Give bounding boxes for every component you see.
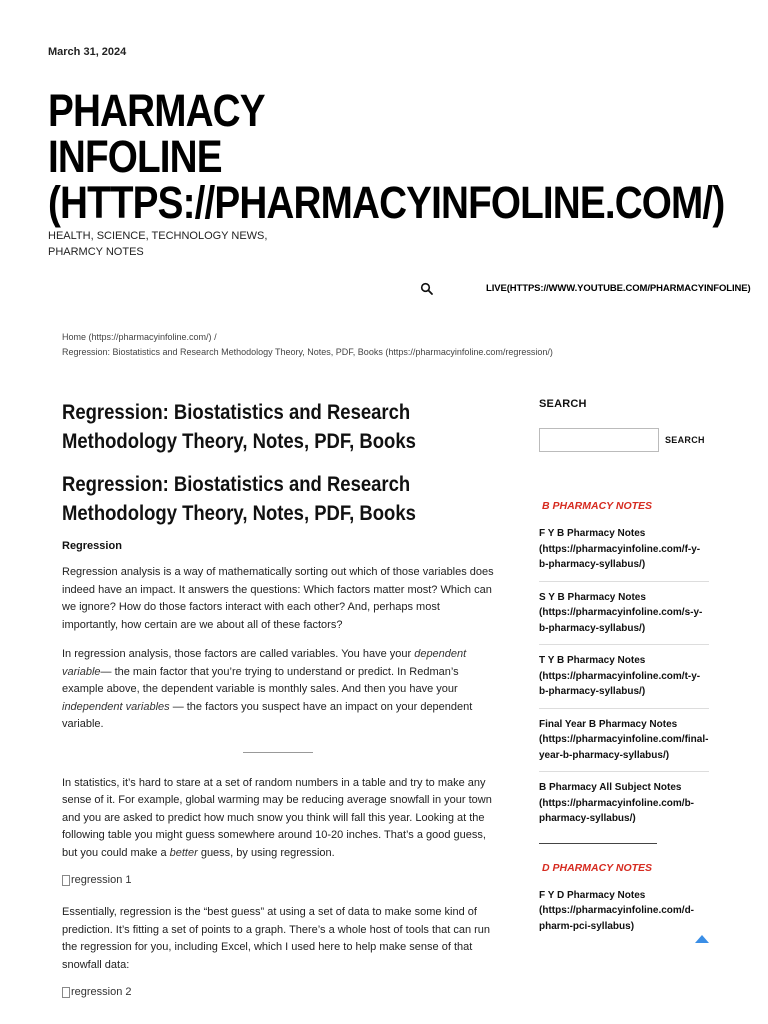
list-item — [539, 888, 709, 943]
tagline-line: PHARMCY NOTES — [48, 246, 144, 258]
article — [62, 398, 494, 1016]
paragraph-text: In regression analysis, those factors are called variables. You have your — [62, 648, 415, 660]
bpharmacy-widget-title: B PHARMACY NOTES — [542, 500, 653, 512]
notes-link[interactable]: T Y B Pharmacy Notes (https://pharmacyinfoline.com/t-y-b-pharmacy-syllabus/) — [539, 655, 701, 697]
notes-link[interactable]: S Y B Pharmacy Notes (https://pharmacyinfoline.com/s-y-b-pharmacy-syllabus/) — [539, 591, 703, 634]
notes-link[interactable]: Final Year B Pharmacy Notes (https://pharmacyinfoline.com/final-year-b-pharmacy-syllabus/) — [539, 718, 709, 761]
breadcrumb-home-link[interactable]: Home (https://pharmacyinfoline.com/) — [62, 332, 212, 342]
paragraph-text: In statistics, it’s hard to stare at a set of random numbers in a table and try to make any sense of it. For example, global warming may be reducing average snowfall in your town and you are asked to predict how much snow you think will fall this year. Looking at the following table you might guess somewhere around 10-20 inches. That’s a good guess, but you could make a — [62, 776, 492, 859]
site-title-line: PHARMACY — [48, 85, 265, 136]
section-heading: Regression — [62, 540, 122, 552]
breadcrumb-separator: / — [214, 332, 217, 342]
broken-image-icon — [62, 875, 70, 886]
paragraph-text: guess, by using regression. — [197, 846, 335, 859]
site-title-line: (HTTPS://PHARMACYINFOLINE.COM/) — [48, 177, 725, 228]
search-icon[interactable] — [420, 282, 434, 296]
paragraph-text: — the factors you suspect have an impact on your dependent variable. — [62, 700, 473, 730]
emphasis-text: dependent variable — [62, 648, 467, 678]
emphasis-text: independent variables — [62, 700, 170, 713]
emphasis-text: better — [169, 846, 198, 859]
list-item — [539, 526, 709, 582]
search-widget-title: SEARCH — [539, 398, 587, 410]
broken-image-icon — [62, 987, 70, 998]
notes-link[interactable]: B Pharmacy All Subject Notes (https://pharmacyinfoline.com/b-pharmacy-syllabus/) — [539, 782, 695, 824]
paragraph: Regression analysis is a way of mathematically sorting out which of those variables does indeed have an impact. It answers the questions: Which factors matter most? Which can we ignore? How do those factors interact with each other? And, perhaps most importantly, how certain are we about all of these factors? — [62, 566, 494, 631]
list-item — [539, 717, 709, 773]
sidebar — [539, 398, 709, 950]
notes-link[interactable]: F Y B Pharmacy Notes (https://pharmacyinfoline.com/f-y-b-pharmacy-syllabus/) — [539, 528, 701, 570]
paragraph: Essentially, regression is the “best guess” at using a set of data to make some kind of prediction. It’s fitting a set of points to a graph. There’s a whole host of tools that can run the regression for you, including Excel, which I used here to help make sense of that snowfall data: — [62, 906, 491, 971]
search-form — [539, 428, 709, 452]
site-title-line: INFOLINE — [48, 131, 222, 182]
divider — [243, 752, 313, 753]
notes-link[interactable]: F Y D Pharmacy Notes (https://pharmacyinfoline.com/d-pharm-pci-syllabus) — [539, 889, 695, 932]
breadcrumb — [62, 330, 702, 360]
broken-image — [62, 986, 494, 998]
site-tagline — [48, 228, 278, 260]
breadcrumb-current: Regression: Biostatistics and Research Methodology Theory, Notes, PDF, Books (https://pharmacyinfoline.com/regression/) — [62, 347, 553, 357]
search-button[interactable]: SEARCH — [665, 435, 705, 445]
image-alt-text: regression 2 — [71, 986, 132, 998]
post-date: March 31, 2024 — [48, 46, 127, 58]
tagline-line: HEALTH, SCIENCE, TECHNOLOGY NEWS, — [48, 230, 268, 242]
bpharmacy-notes-list — [539, 526, 709, 835]
list-item — [539, 653, 709, 709]
caret-up-icon[interactable] — [693, 933, 711, 945]
article-title: Regression: Biostatistics and Research Methodology Theory, Notes, PDF, Books — [62, 401, 416, 453]
divider — [539, 843, 657, 844]
list-item — [539, 780, 709, 835]
article-subtitle: Regression: Biostatistics and Research Methodology Theory, Notes, PDF, Books — [62, 473, 416, 525]
image-alt-text: regression 1 — [71, 874, 132, 886]
dpharmacy-widget-title: D PHARMACY NOTES — [542, 861, 653, 874]
site-title[interactable] — [48, 85, 725, 228]
paragraph-text: — the main factor that you’re trying to understand or predict. In Redman’s example above, the dependent variable is monthly sales. And then you have your — [62, 665, 459, 695]
nav-live-link[interactable]: LIVE(HTTPS://WWW.YOUTUBE.COM/PHARMACYINFOLINE) — [486, 283, 751, 294]
dpharmacy-notes-list — [539, 888, 709, 943]
broken-image — [62, 874, 494, 886]
paragraph — [62, 775, 494, 863]
search-input[interactable] — [539, 428, 659, 452]
list-item — [539, 590, 709, 646]
paragraph — [62, 646, 494, 734]
